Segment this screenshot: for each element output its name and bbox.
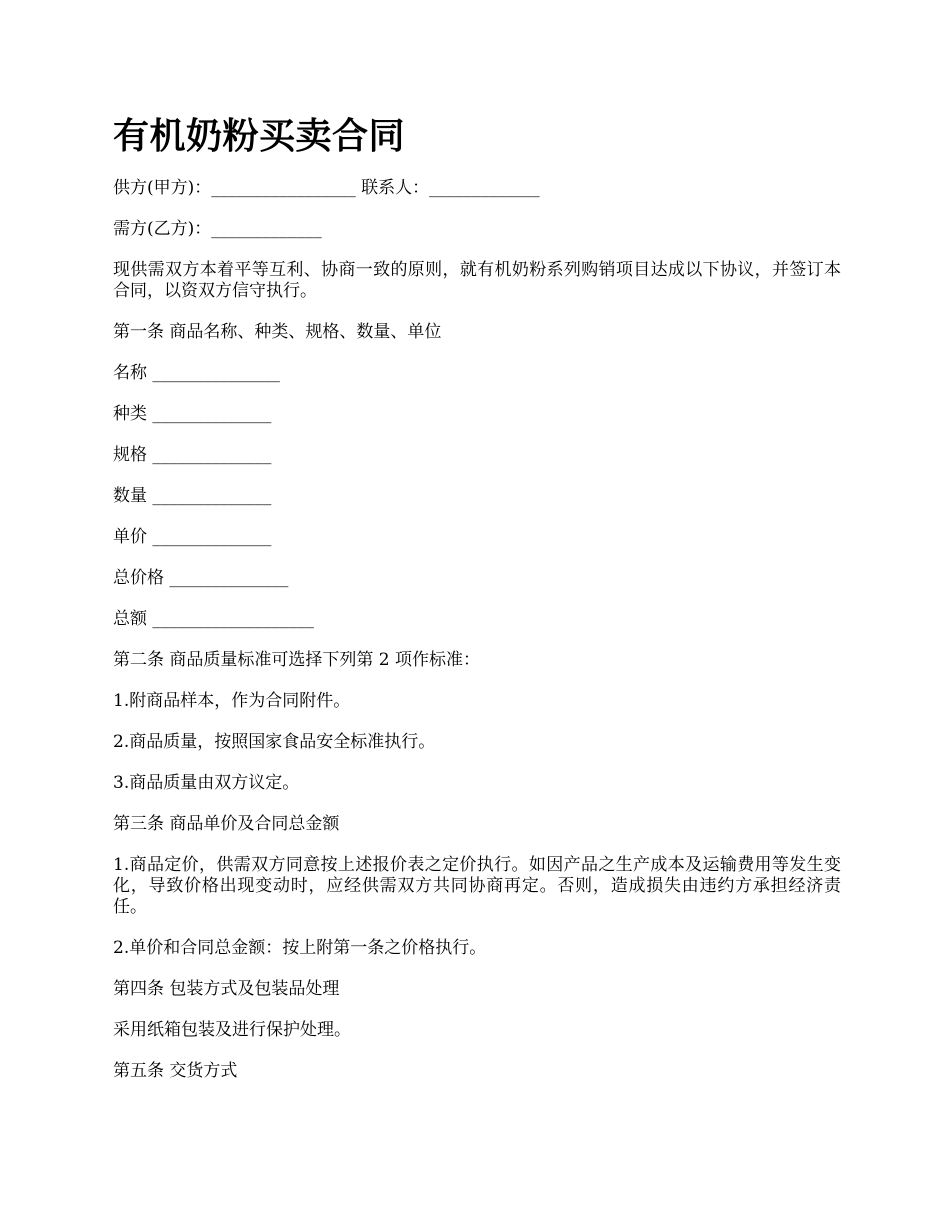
field-total-amount-line: 总额 ___________________ <box>113 609 314 629</box>
article-2-item-1: 1.附商品样本，作为合同附件。 <box>113 691 351 711</box>
supplier-line: 供方(甲方)：_________________ 联系人：_____________ <box>113 178 540 198</box>
article-3-heading: 第三条 商品单价及合同总金额 <box>113 814 340 834</box>
article-1-heading: 第一条 商品名称、种类、规格、数量、单位 <box>113 322 442 342</box>
buyer-line: 需方(乙方)：_____________ <box>113 219 322 239</box>
preamble-paragraph: 现供需双方本着平等互利、协商一致的原则，就有机奶粉系列购销项目达成以下协议，并签订本合同，以资双方信守执行。 <box>113 260 841 301</box>
article-3-item-1: 1.商品定价，供需双方同意按上述报价表之定价执行。如因产品之生产成本及运输费用等发生变化，导致价格出现变动时，应经供需双方共同协商再定。否则，造成损失由违约方承担经济责任。 <box>113 855 841 917</box>
article-4-body: 采用纸箱包装及进行保护处理。 <box>113 1020 351 1040</box>
article-2-heading: 第二条 商品质量标准可选择下列第 2 项作标准： <box>113 650 481 670</box>
field-type-line: 种类 ______________ <box>113 404 272 424</box>
article-5-heading: 第五条 交货方式 <box>113 1061 238 1081</box>
article-2-item-2: 2.商品质量，按照国家食品安全标准执行。 <box>113 732 436 752</box>
document-title: 有机奶粉买卖合同 <box>113 115 406 157</box>
field-quantity-line: 数量 ______________ <box>113 486 272 506</box>
article-4-heading: 第四条 包装方式及包装品处理 <box>113 979 340 999</box>
field-spec-line: 规格 ______________ <box>113 445 272 465</box>
article-3-item-2: 2.单价和合同总金额：按上附第一条之价格执行。 <box>113 938 487 958</box>
document-page <box>113 112 841 1102</box>
field-unit-price-line: 单价 ______________ <box>113 527 272 547</box>
article-2-item-3: 3.商品质量由双方议定。 <box>113 773 300 793</box>
field-total-price-line: 总价格 ______________ <box>113 568 289 588</box>
field-name-line: 名称 _______________ <box>113 363 280 383</box>
